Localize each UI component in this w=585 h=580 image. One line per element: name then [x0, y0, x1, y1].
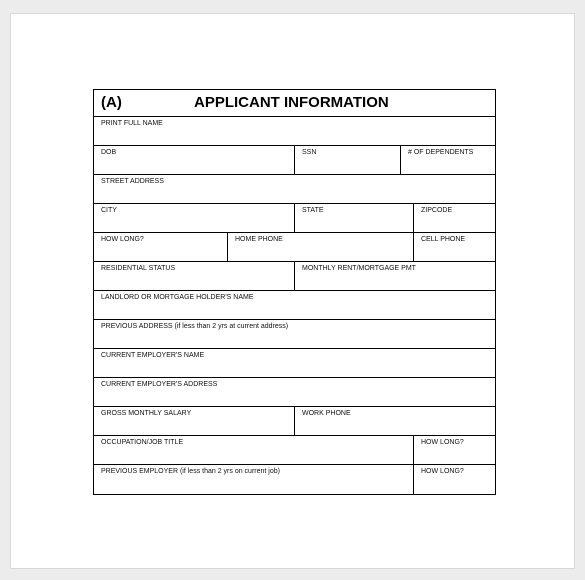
row-previous-address	[94, 320, 495, 349]
employer-name-field[interactable]: CURRENT EMPLOYER'S NAME	[101, 352, 205, 359]
ssn-field[interactable]: SSN	[295, 146, 401, 174]
work-phone-field[interactable]: WORK PHONE	[302, 410, 351, 417]
dob-field[interactable]: DOB	[94, 146, 295, 174]
previous-employer-field[interactable]: PREVIOUS EMPLOYER (if less than 2 yrs on current job)	[94, 465, 414, 494]
row-dob-ssn	[94, 146, 495, 175]
form-header	[94, 90, 495, 117]
home-phone-field[interactable]: HOME PHONE	[228, 233, 414, 261]
row-employer-address	[94, 378, 495, 407]
street-address-field[interactable]: STREET ADDRESS	[101, 178, 164, 185]
row-employer-name	[94, 349, 495, 378]
monthly-rent-field[interactable]: MONTHLY RENT/MORTGAGE PMT	[302, 265, 416, 272]
row-landlord	[94, 291, 495, 320]
state-field[interactable]: STATE	[295, 204, 414, 232]
row-full-name	[94, 117, 495, 146]
section-label: (A)	[101, 94, 122, 111]
how-long-occupation-field[interactable]: HOW LONG?	[421, 439, 464, 446]
city-field[interactable]: CITY	[94, 204, 295, 232]
row-previous-employer	[94, 465, 495, 494]
full-name-field[interactable]: PRINT FULL NAME	[101, 120, 163, 127]
previous-address-field[interactable]: PREVIOUS ADDRESS (if less than 2 yrs at current address)	[101, 323, 289, 330]
document-page	[10, 13, 575, 569]
dependents-field[interactable]: # OF DEPENDENTS	[408, 149, 474, 156]
form-title: APPLICANT INFORMATION	[194, 94, 389, 111]
gross-salary-field[interactable]: GROSS MONTHLY SALARY	[94, 407, 295, 435]
row-city-state	[94, 204, 495, 233]
row-occupation	[94, 436, 495, 465]
how-long-previous-field[interactable]: HOW LONG?	[421, 468, 464, 475]
how-long-residence-field[interactable]: HOW LONG?	[94, 233, 228, 261]
row-phones	[94, 233, 495, 262]
cell-phone-field[interactable]: CELL PHONE	[421, 236, 466, 243]
applicant-information-form	[93, 89, 496, 495]
landlord-field[interactable]: LANDLORD OR MORTGAGE HOLDER'S NAME	[101, 294, 254, 301]
occupation-field[interactable]: OCCUPATION/JOB TITLE	[94, 436, 414, 464]
employer-address-field[interactable]: CURRENT EMPLOYER'S ADDRESS	[101, 381, 218, 388]
row-street	[94, 175, 495, 204]
residential-status-field[interactable]: RESIDENTIAL STATUS	[94, 262, 295, 290]
row-residential	[94, 262, 495, 291]
row-salary	[94, 407, 495, 436]
zipcode-field[interactable]: ZIPCODE	[421, 207, 453, 214]
